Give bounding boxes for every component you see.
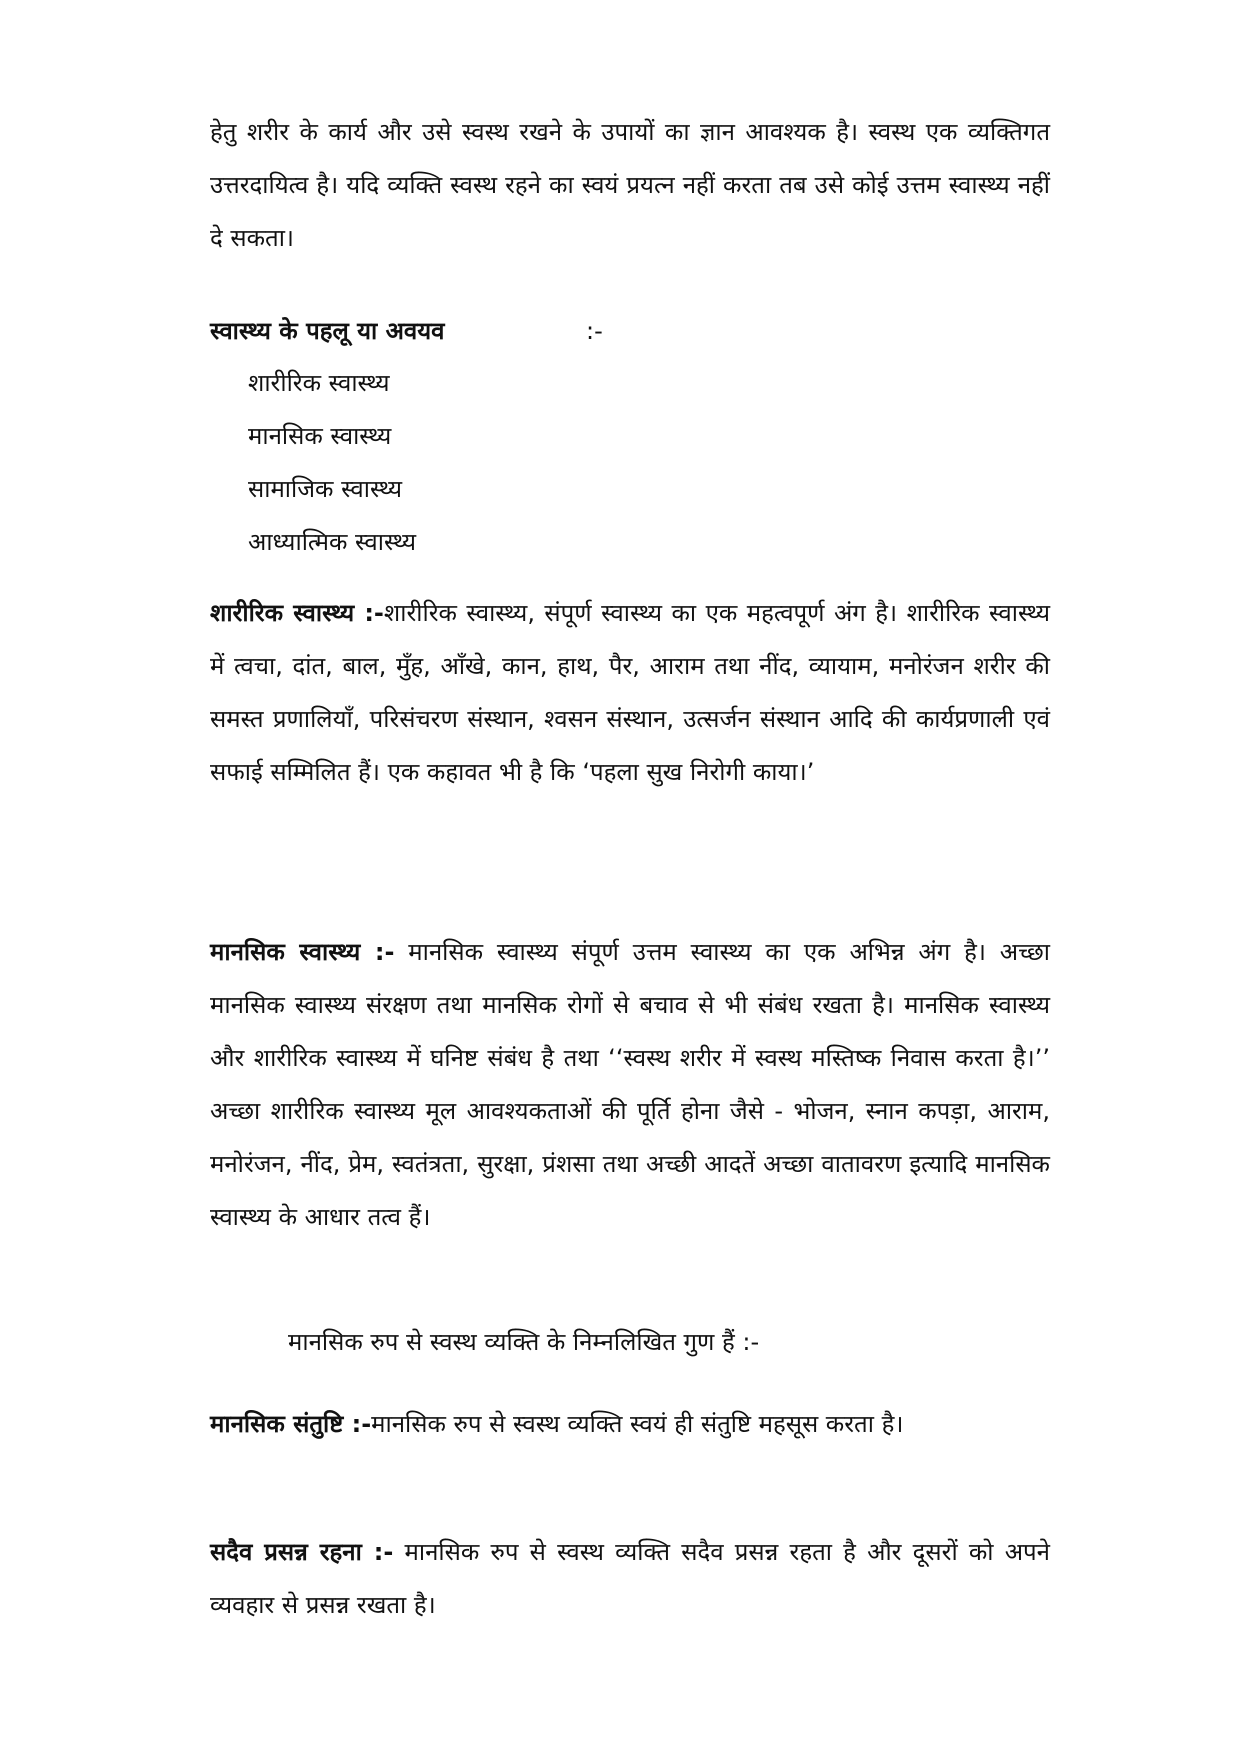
aspects-heading-row [210,305,1050,358]
mental-health-text: मानसिक स्वास्थ्य संपूर्ण उत्तम स्वास्थ्य का एक अभिन्न अंग है। अच्छा मानसिक स्वास्थ्य संरक्षण तथा मानसिक रोगों से बचाव से भी संबंध रखता है। मानसिक स्वास्थ्य और शारीरिक स्वास्थ्य में घनिष्ट संबंध है तथा ‘‘स्वस्थ शरीर में स्वस्थ मस्तिष्क निवास करता है।’’ अच्छा शारीरिक स्वास्थ्य मूल आवश्यकताओं की पूर्ति होना जैसे - भोजन, स्नान कपड़ा, आराम, मनोरंजन, नींद, प्रेम, स्वतंत्रता, सुरक्षा, प्रंशसा तथा अच्छी आदतें अच्छा वातावरण इत्यादि मानसिक स्वास्थ्य के आधार तत्व हैं। [210,938,1050,1231]
satisfaction-paragraph [210,1398,1050,1451]
mental-health-paragraph [210,926,1050,1244]
list-item: सामाजिक स्वास्थ्य [248,475,403,503]
list-item: आध्यात्मिक स्वास्थ्य [248,528,416,556]
satisfaction-term: मानसिक संतुष्टि :- [210,1410,372,1438]
cheerful-term: सदैव प्रसन्न रहना :- [210,1538,394,1566]
cheerful-text: मानसिक रुप से स्वस्थ व्यक्ति सदैव प्रसन्न रहता है और दूसरों को अपने व्यवहार से प्रसन्न रखता है। [210,1538,1051,1619]
physical-health-text: शारीरिक स्वास्थ्य, संपूर्ण स्वास्थ्य का एक महत्वपूर्ण अंग है। शारीरिक स्वास्थ्य में त्वचा, दांत, बाल, मुँह, आँखे, कान, हाथ, पैर, आराम तथा नींद, व्यायाम, मनोरंजन शरीर की समस्त प्रणालियाँ, परिसंचरण संस्थान, श्वसन संस्थान, उत्सर्जन संस्थान आदि की कार्यप्रणाली एवं सफाई सम्मिलित हैं। एक कहावत भी है कि ‘पहला सुख निरोगी काया।’ [210,599,1050,786]
satisfaction-text: मानसिक रुप से स्वस्थ व्यक्ति स्वयं ही संतुष्टि महसूस करता है। [371,1410,904,1438]
list-item: शारीरिक स्वास्थ्य [248,369,390,397]
list-item: मानसिक स्वास्थ्य [248,422,392,450]
aspects-list [248,357,416,569]
intro-paragraph: हेतु शरीर के कार्य और उसे स्वस्थ रखने के उपायों का ज्ञान आवश्यक है। स्वस्थ एक व्यक्तिगत उत्तरदायित्व है। यदि व्यक्ति स्वस्थ रहने का स्वयं प्रयत्न नहीं करता तब उसे कोई उत्तम स्वास्थ्य नहीं दे सकता। [210,118,1050,252]
physical-health-term: शारीरिक स्वास्थ्य :- [210,599,384,627]
aspects-heading: स्वास्थ्य के पहलू या अवयव [210,317,445,345]
physical-health-paragraph [210,587,1050,799]
mental-health-term: मानसिक स्वास्थ्य :- [210,938,395,966]
aspects-heading-separator: :- [586,317,603,345]
cheerful-paragraph [210,1526,1050,1632]
qualities-intro-line: मानसिक रुप से स्वस्थ व्यक्ति के निम्नलिखित गुण हैं :- [288,1328,760,1356]
